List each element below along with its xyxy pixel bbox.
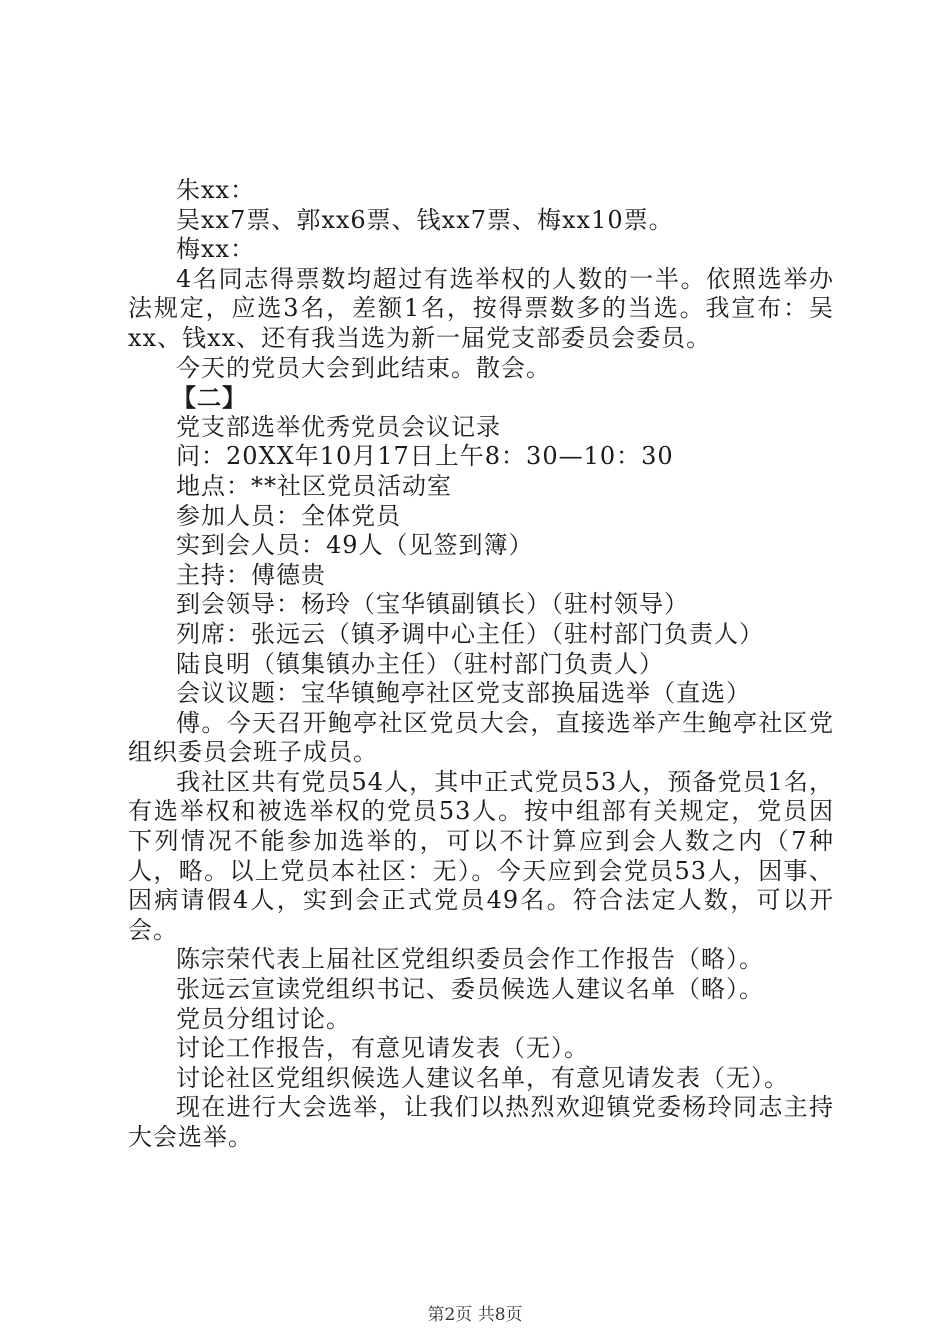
paragraph: 党员分组讨论。 <box>176 1004 351 1033</box>
paragraph: 我社区共有党员54人，其中正式党员53人，预备党员1名，有选举权和被选举权的党员53人。按中组部有关规定，党员因下列情况不能参加选举的，可以不计算应到会人数之内（7种人，略。以上党员本社区：无）。今天应到会党员53人，因事、因病请假4人，实到会正式党员49名。符合法定人数，可以开会。 <box>128 767 834 944</box>
attendee-nonvoting: 陆良明（镇集镇办主任）（驻村部门负责人） <box>176 649 664 678</box>
agenda: 会议议题：宝华镇鲍亭社区党支部换届选举（直选） <box>176 679 751 708</box>
paragraph: 现在进行大会选举，让我们以热烈欢迎镇党委杨玲同志主持大会选举。 <box>128 1093 834 1151</box>
paragraph: 讨论社区党组织候选人建议名单，有意见请发表（无）。 <box>176 1063 789 1092</box>
participants: 参加人员：全体党员 <box>176 501 401 530</box>
leaders: 到会领导：杨玲（宝华镇副镇长）（驻村领导） <box>176 590 689 619</box>
meeting-time: 问：20XX年10月17日上午8：30—10：30 <box>176 442 674 471</box>
paragraph: 今天的党员大会到此结束。散会。 <box>176 353 551 382</box>
paragraph: 讨论工作报告，有意见请发表（无）。 <box>176 1034 589 1063</box>
paragraph: 吴xx7票、郭xx6票、钱xx7票、梅xx10票。 <box>176 205 674 234</box>
host: 主持：傅德贵 <box>176 560 326 589</box>
paragraph: 朱xx： <box>176 176 256 204</box>
section-heading: 【二】 <box>172 383 247 413</box>
paragraph: 傅。今天召开鲍亭社区党员大会，直接选举产生鲍亭社区党组织委员会班子成员。 <box>128 708 834 767</box>
meeting-location: 地点：**社区党员活动室 <box>176 471 452 500</box>
paragraph: 4名同志得票数均超过有选举权的人数的一半。依照选举办法规定，应选3名，差额1名，按得票数多的当选。我宣布：吴xx、钱xx、还有我当选为新一届党支部委员会委员。 <box>128 264 834 352</box>
paragraph: 梅xx： <box>176 235 256 264</box>
page-number-footer: 第2页 共8页 <box>427 1305 523 1325</box>
document-body <box>128 176 834 1153</box>
attendance: 实到会人员：49人（见签到簿） <box>176 531 534 560</box>
paragraph: 陈宗荣代表上届社区党组织委员会作工作报告（略）。 <box>176 945 764 974</box>
paragraph: 张远云宣读党组织书记、委员候选人建议名单（略）。 <box>176 975 764 1004</box>
attendee-nonvoting: 列席：张远云（镇矛调中心主任）（驻村部门负责人） <box>176 619 764 648</box>
document-title: 党支部选举优秀党员会议记录 <box>176 412 501 441</box>
